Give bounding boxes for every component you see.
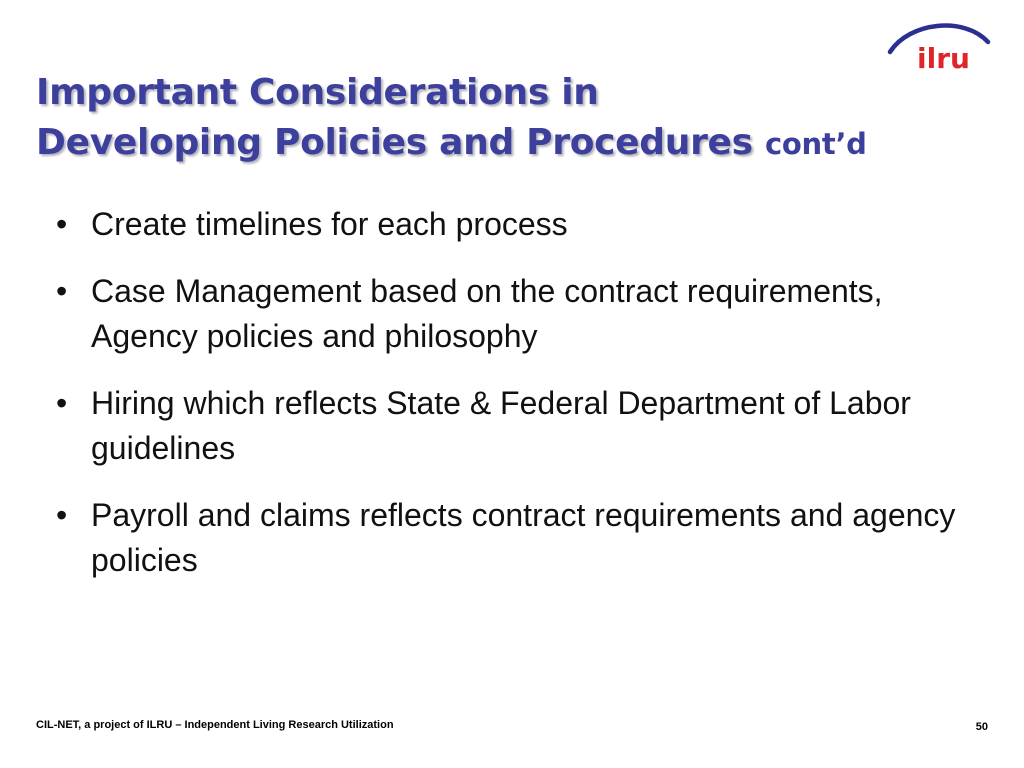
title-line-1: Important Considerations in: [36, 72, 599, 113]
bullet-marker: •: [56, 497, 68, 533]
bullet-list: [56, 202, 976, 605]
bullet-marker: •: [56, 385, 68, 421]
bullet-text: Case Management based on the contract requirements, Agency policies and philosophy: [91, 273, 883, 354]
bullet-marker: •: [56, 206, 68, 242]
page-number: 50: [975, 721, 988, 733]
bullet-item: [56, 493, 976, 583]
footer-credit: CIL-NET, a project of ILRU – Independent Living Research Utilization: [36, 719, 394, 731]
bullet-text: Create timelines for each process: [91, 206, 568, 242]
title-suffix: cont’d: [765, 127, 867, 161]
bullet-item: [56, 269, 976, 359]
bullet-item: [56, 381, 976, 471]
slide-title: [36, 68, 996, 169]
bullet-text: Hiring which reflects State & Federal Department of Labor guidelines: [91, 385, 911, 466]
title-line-2: Developing Policies and Procedures: [36, 122, 753, 163]
bullet-marker: •: [56, 273, 68, 309]
logo-text: ilru: [917, 42, 970, 75]
bullet-text: Payroll and claims reflects contract requirements and agency policies: [91, 497, 956, 578]
bullet-item: [56, 202, 976, 247]
